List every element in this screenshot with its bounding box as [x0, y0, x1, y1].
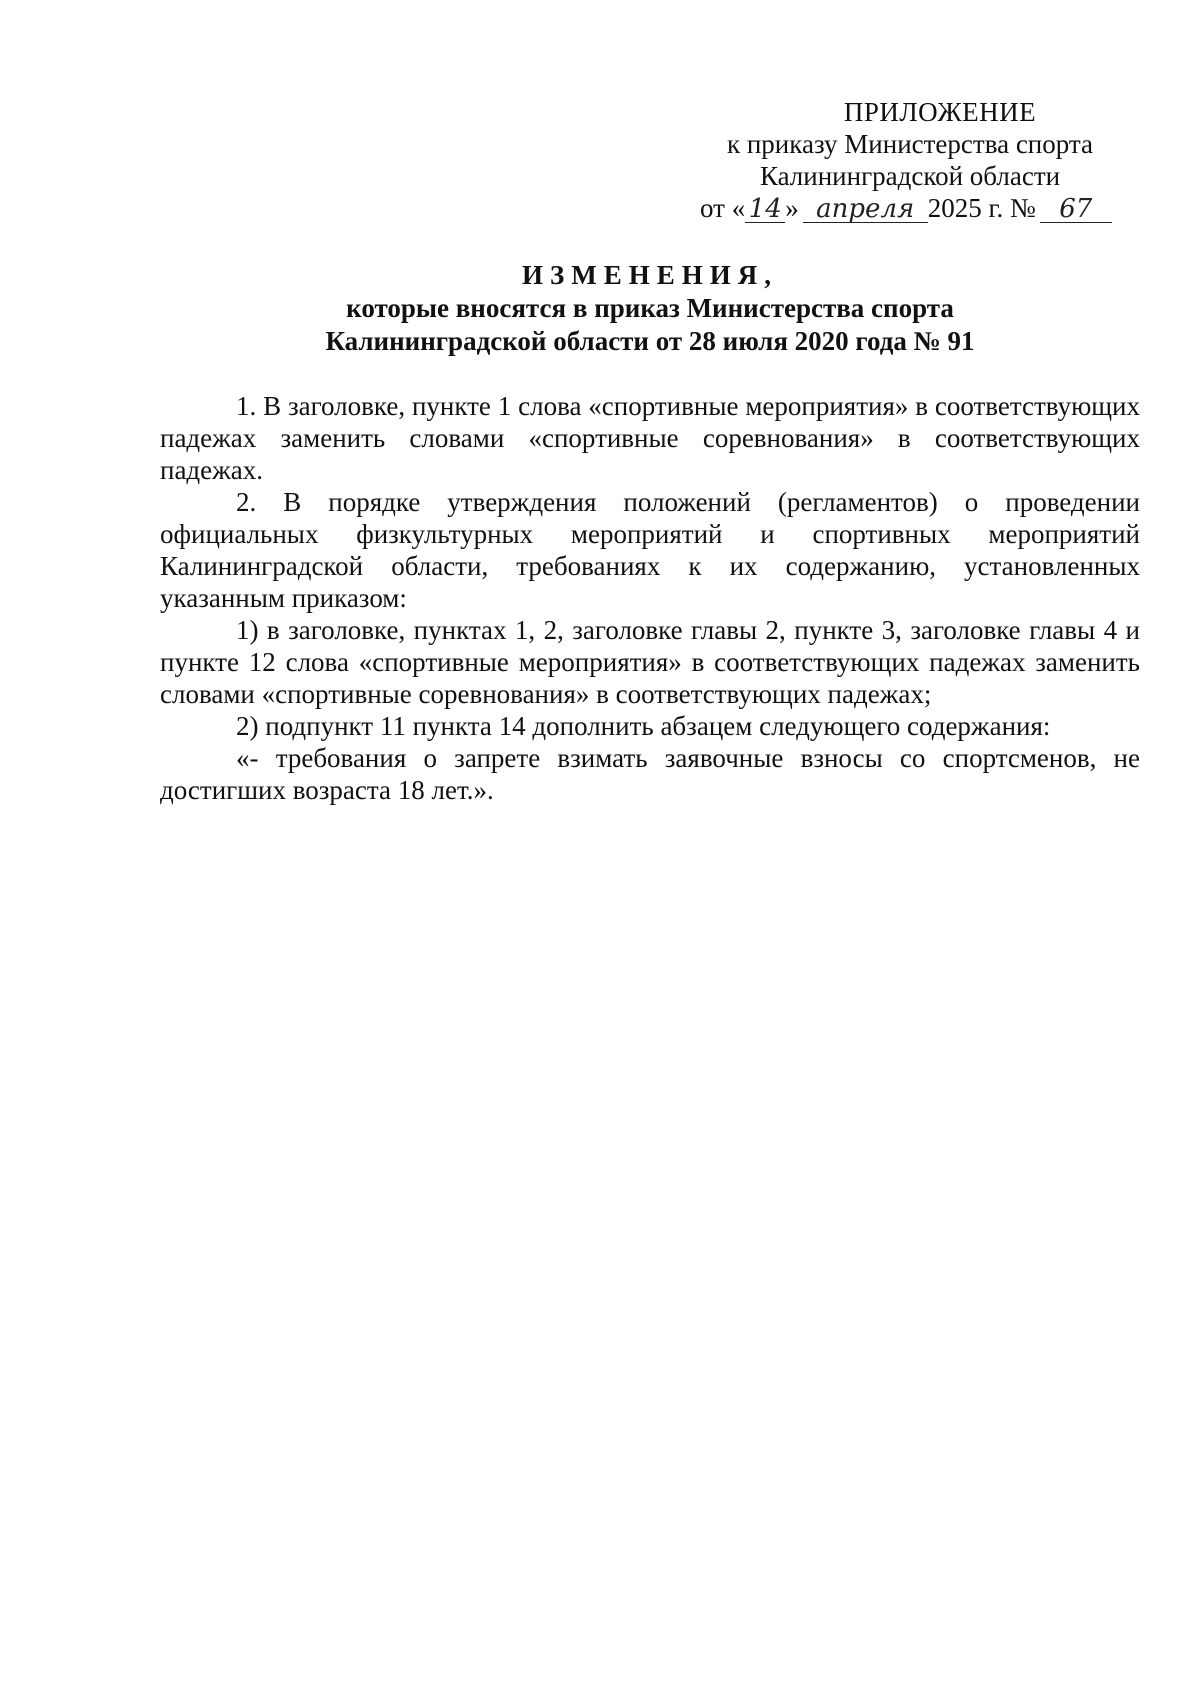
date-quote-close: » — [785, 193, 799, 223]
paragraph-2-1: 1) в заголовке, пунктах 1, 2, заголовке главы 2, пункте 3, заголовке главы 4 и пункте 12 слова «спортивные мероприятия» в соответствующих падежах заменить словами «спортивные соревнования» в соответствующих падежах; — [160, 615, 1140, 709]
paragraph-1: 1. В заголовке, пункте 1 слова «спортивные мероприятия» в соответствующих падежах заменить словами «спортивные соревнования» в соответствующих падежах. — [160, 391, 1140, 485]
heading-subtitle-2: Калининградской области от 28 июля 2020 года № 91 — [325, 326, 975, 356]
paragraph-2-2: 2) подпункт 11 пункта 14 дополнить абзацем следующего содержания: — [236, 711, 1051, 741]
date-year: 2025 г. № — [927, 193, 1036, 223]
appendix-line-region: Калининградской области — [759, 161, 1061, 191]
handwritten-day: 14 — [745, 193, 785, 225]
paragraph-2: 2. В порядке утверждения положений (регламентов) о проведении официальных физкультурных мероприятий и спортивных мероприятий Калининградской области, требованиях к их содержанию, установленных указанным приказом: — [160, 487, 1140, 613]
appendix-title: ПРИЛОЖЕНИЕ — [843, 97, 1037, 127]
paragraph-quote: «- требования о запрете взимать заявочные взносы со спортсменов, не достигших возраста 18 лет.». — [160, 743, 1140, 805]
heading-subtitle-1: которые вносятся в приказ Министерства спорта — [346, 293, 954, 323]
date-prefix: от « — [700, 193, 746, 223]
appendix-block — [660, 96, 1160, 225]
handwritten-month: апреля — [803, 193, 928, 225]
document-heading — [160, 259, 1140, 358]
handwritten-number: 67 — [1040, 193, 1112, 225]
document-body — [160, 390, 1140, 806]
appendix-date-line — [660, 192, 1160, 225]
appendix-line-order: к приказу Министерства спорта — [726, 129, 1094, 159]
heading-title: ИЗМЕНЕНИЯ, — [521, 260, 778, 290]
